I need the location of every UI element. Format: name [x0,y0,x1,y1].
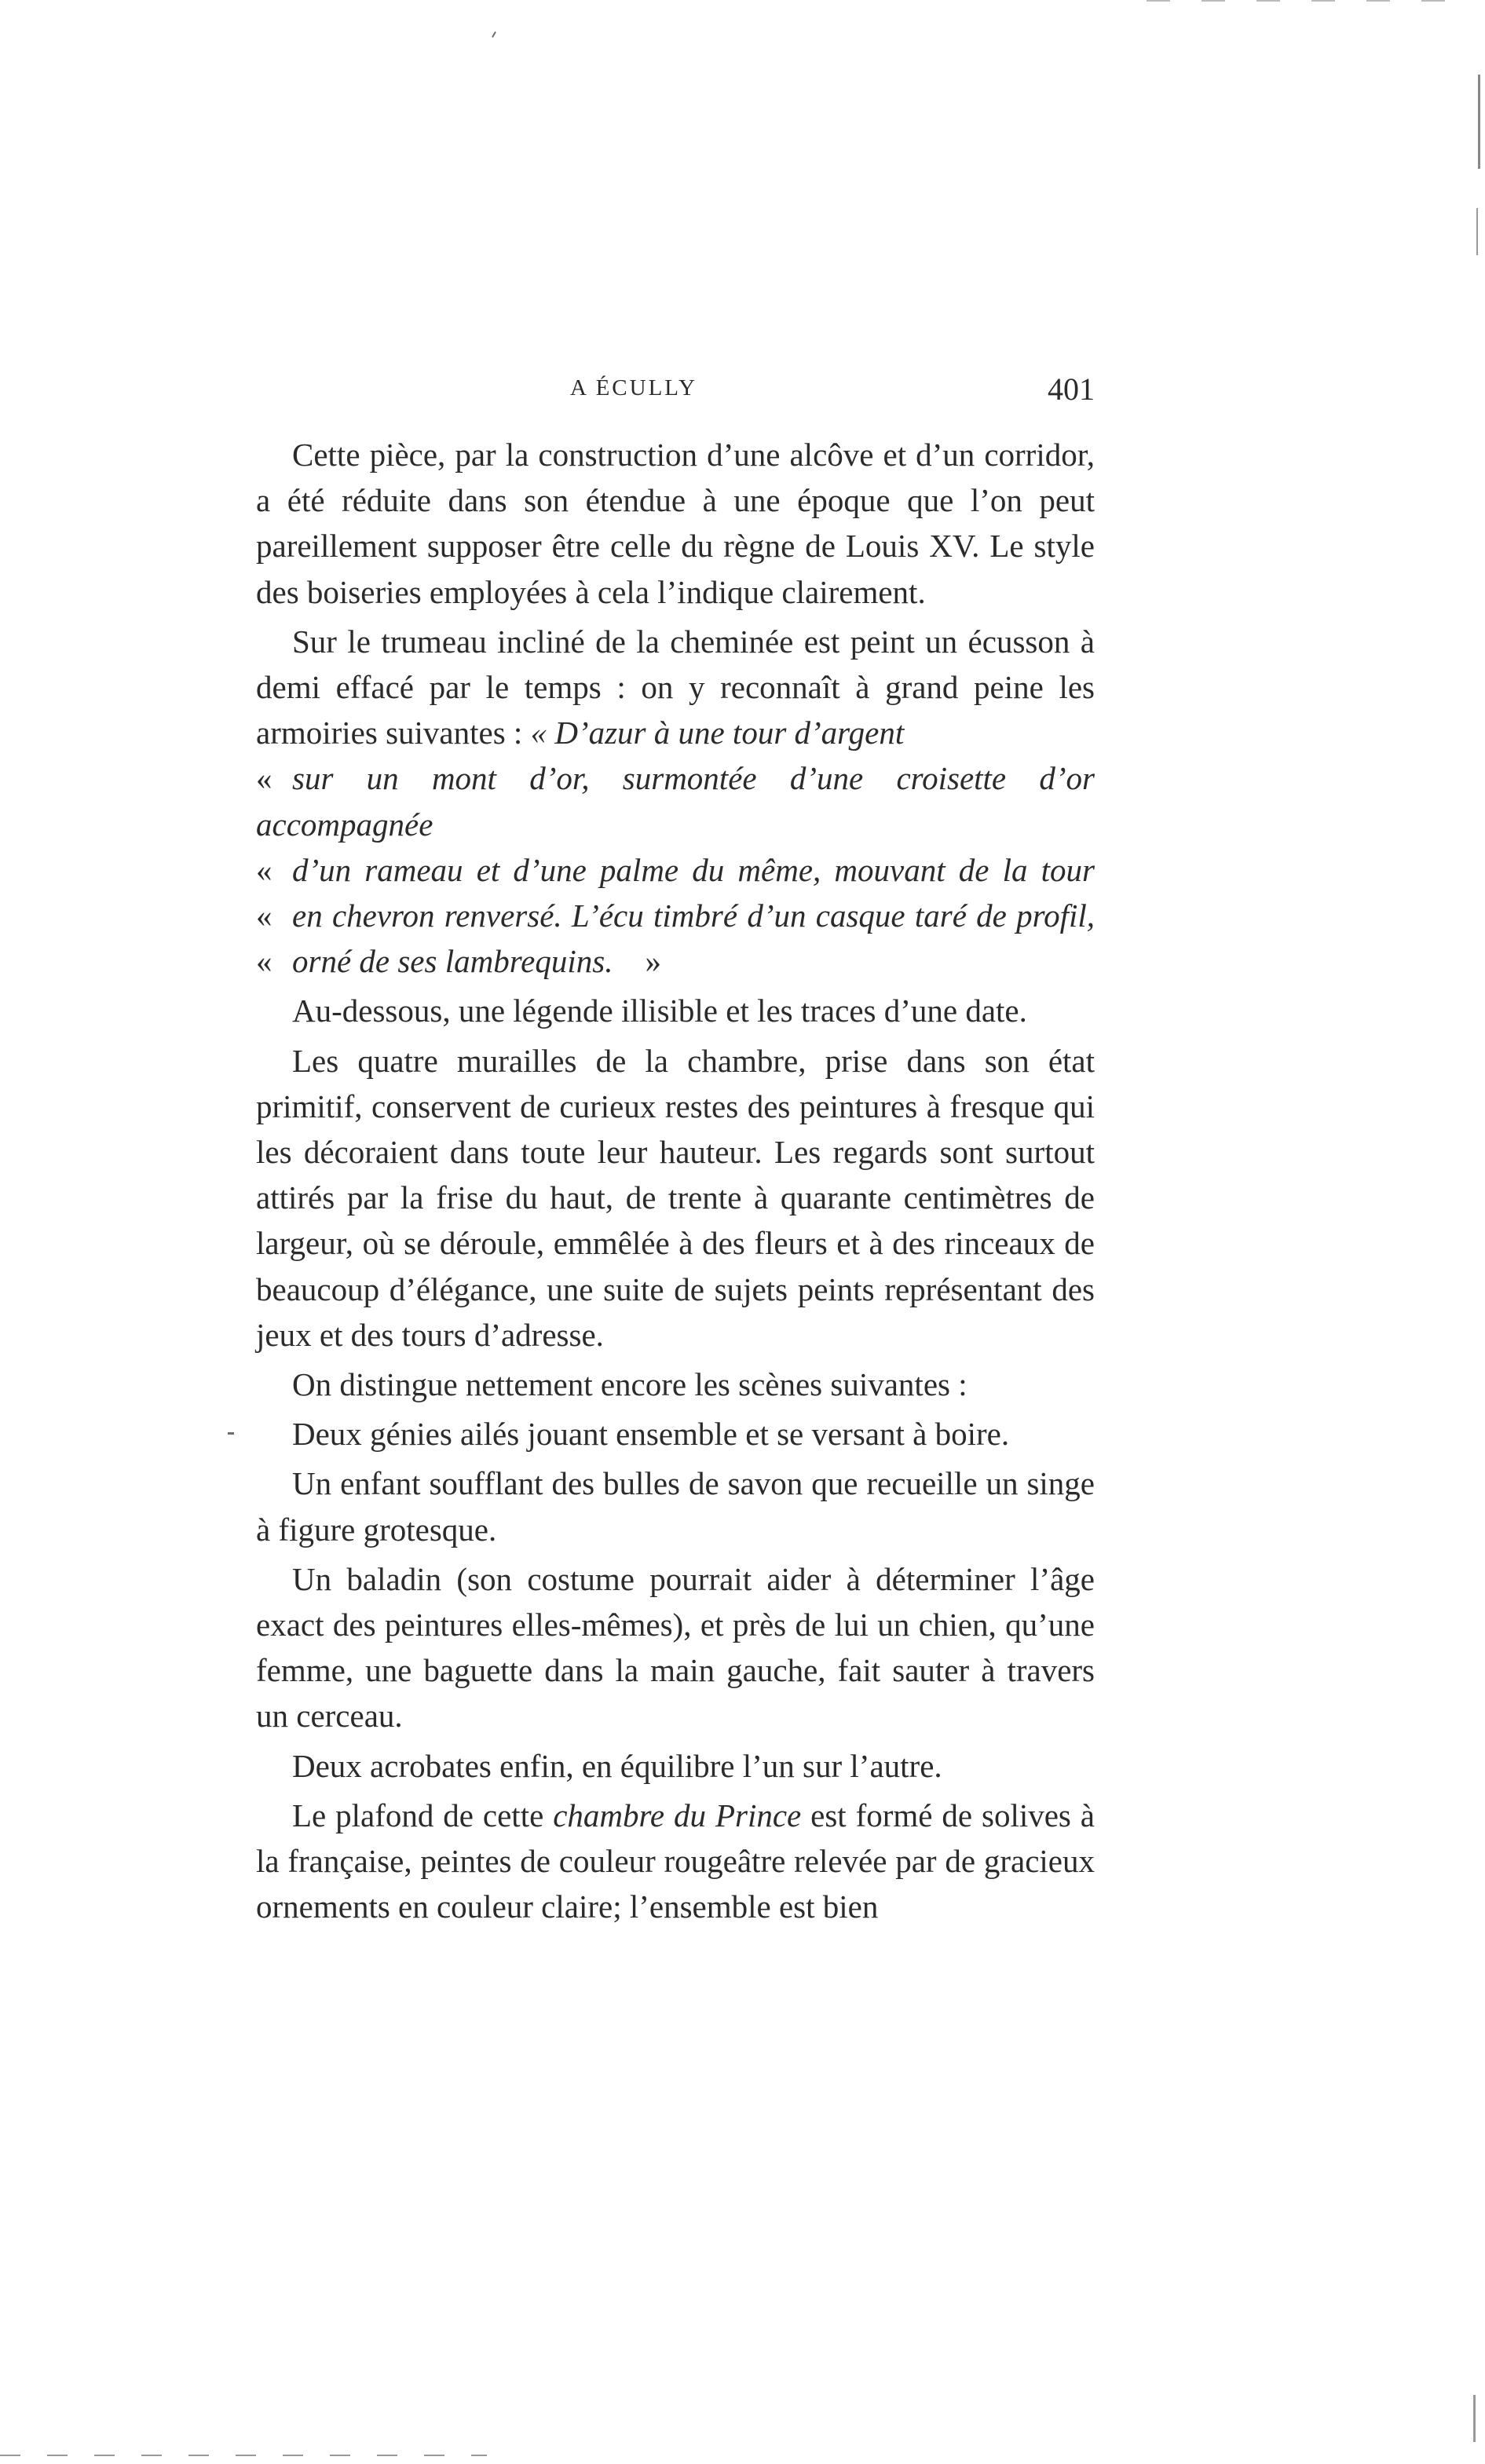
scan-speck [228,1432,234,1435]
paragraph [256,1793,1095,1930]
blason-line [256,755,1095,846]
blason-line-text: sur un mont d’or, surmontée d’une croisette d’or accompagnée [256,760,1095,843]
paragraph: On distingue nettement encore les scènes suivantes : [292,1366,967,1403]
blason-quote [256,755,1095,984]
paragraph: Au-dessous, une légende illisible et les traces d’une date. [292,993,1027,1029]
scan-edge-mark [1473,2395,1476,2442]
guillemet: « [256,897,272,934]
blason-line-text: orné de ses lambrequins. [292,943,613,980]
blason-line-text: d’un rameau et d’une palme du même, mouvant de la tour [292,851,1095,888]
paragraph [256,619,1095,756]
blason-line [256,847,1095,893]
paragraph: Un baladin (son costume pourrait aider à déterminer l’âge exact des peintures elles-mêmes), et près de lui un chien, qu’une femme, une baguette dans la main gauche, fait sauter à travers un cerceau. [256,1560,1095,1735]
paragraph: Deux génies ailés jouant ensemble et se versant à boire. [292,1416,1010,1453]
blason-line-text: en chevron renversé. L’écu timbré d’un casque taré de profil, [292,897,1095,934]
scan-edge-mark [1478,75,1480,169]
blason-opening: « D’azur à une tour d’argent [530,715,905,751]
paragraph: Un enfant soufflant des bulles de savon que recueille un singe à figure grotesque. [256,1465,1095,1548]
paragraph: Cette pièce, par la construction d’une alcôve et d’un corridor, a été réduite dans son étendue à une époque que l’on peut pareillement supposer être celle du règne de Louis XV. Le style des boiseries employées à cela l’indique clairement. [256,437,1095,610]
scan-speck [492,31,496,38]
guillemet-close: » [645,943,661,980]
running-title: A ÉCULLY [570,375,698,400]
running-header [256,371,1095,422]
blason-line [256,938,1095,984]
paragraph-text: est formé de solives à la française, peintes de couleur rougeâtre relevée par de gracieux ornements en couleur claire; l’ensemble est bien [256,1797,1095,1925]
emphasis: chambre du Prince [553,1797,802,1833]
paragraph-text: Sur le trumeau incliné de la cheminée est peint un écusson à demi effacé par le temps : on y reconnaît à grand peine les armoiries suivantes : [256,623,1095,751]
guillemet: « [256,851,272,888]
guillemet: « [256,760,272,797]
paragraph: Deux acrobates enfin, en équilibre l’un sur l’autre. [292,1747,942,1784]
guillemet: « [256,943,272,980]
paragraph-text: Le plafond de cette [292,1797,544,1833]
body-text [256,432,1095,1930]
blason-line [256,893,1095,938]
page-number: 401 [1048,371,1095,407]
scan-top-dashes [1147,0,1476,2]
paragraph: Les quatre murailles de la chambre, prise dans son état primitif, conservent de curieux restes des peintures à fresque qui les décoraient dans toute leur hauteur. Les regards sont surtout attirés par la frise du haut, de trente à quarante centimètres de largeur, où se déroule, emmêlée à des fleurs et à des rinceaux de beaucoup d’élégance, une suite de sujets peints représentant des jeux et des tours d’adresse. [256,1042,1095,1353]
scan-bottom-dashes [0,2455,487,2456]
scan-edge-mark [1476,208,1478,255]
